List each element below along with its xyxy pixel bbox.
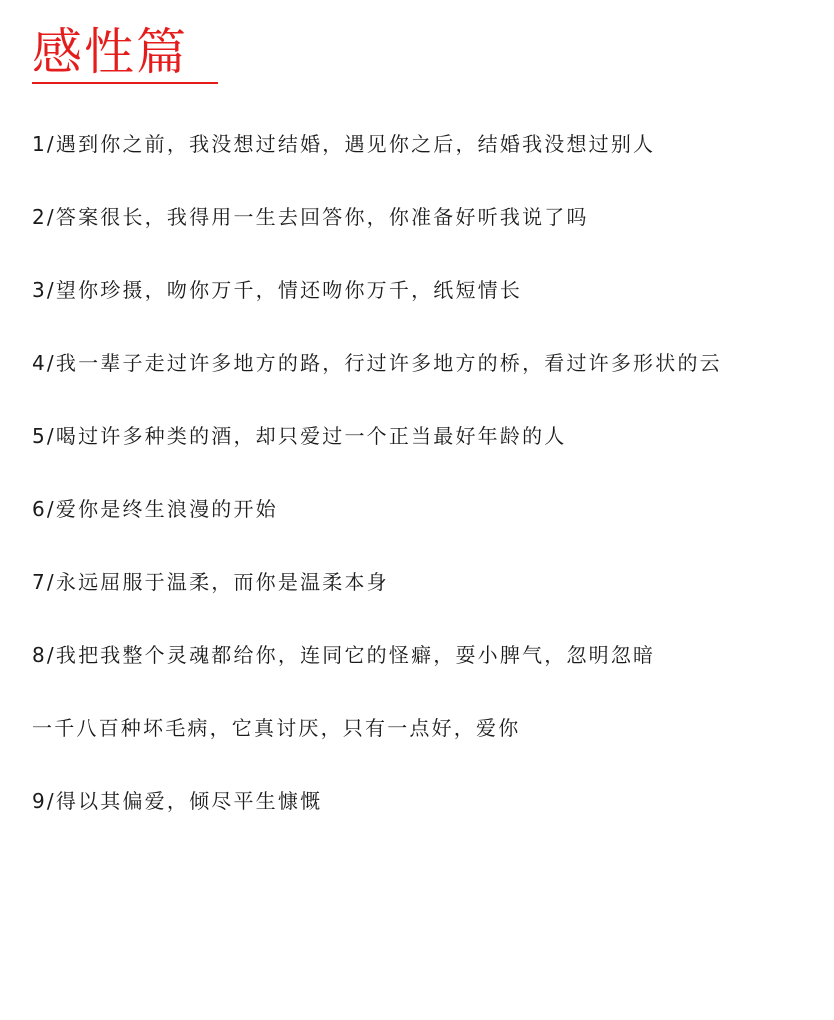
quote-list	[32, 120, 828, 850]
quote-line-4: 4/我一辈子走过许多地方的路，行过许多地方的桥，看过许多形状的云	[32, 351, 722, 375]
quote-line-1: 1/遇到你之前，我没想过结婚，遇见你之后，结婚我没想过别人	[32, 132, 656, 156]
quote-line-8-continued: 一千八百种坏毛病，它真讨厌，只有一点好，爱你	[32, 716, 521, 740]
quote-line-7: 7/永远屈服于温柔，而你是温柔本身	[32, 570, 389, 594]
title-underline	[32, 82, 218, 84]
quote-line-3: 3/望你珍摄，吻你万千，情还吻你万千，纸短情长	[32, 278, 523, 302]
quote-line-8: 8/我把我整个灵魂都给你，连同它的怪癖，耍小脾气，忽明忽暗	[32, 643, 656, 667]
quote-line-9: 9/得以其偏爱，倾尽平生慷慨	[32, 789, 323, 813]
title-block	[32, 22, 218, 84]
quote-line-5: 5/喝过许多种类的酒，却只爱过一个正当最好年龄的人	[32, 424, 567, 448]
page-title: 感性篇	[32, 23, 188, 81]
quote-line-2: 2/答案很长，我得用一生去回答你，你准备好听我说了吗	[32, 205, 589, 229]
quote-line-6: 6/爱你是终生浪漫的开始	[32, 497, 278, 521]
